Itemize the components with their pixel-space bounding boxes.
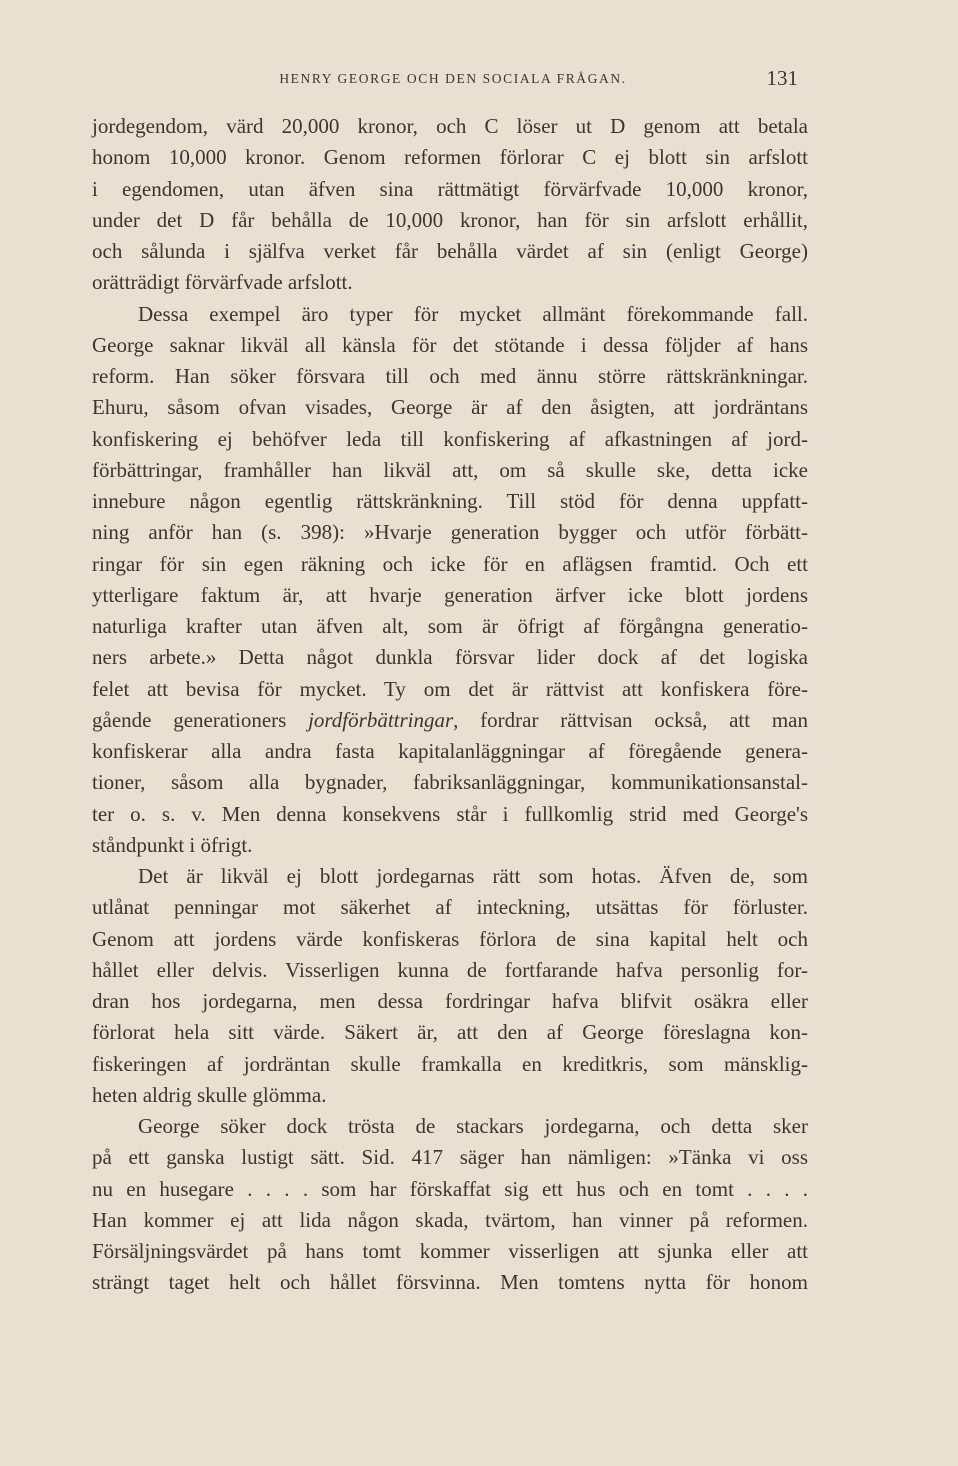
running-title: HENRY GEORGE OCH DEN SOCIALA FRÅGAN. [279,71,627,86]
text-line: ter o. s. v. Men denna konsekvens står i fullkomlig strid med George's [92,801,808,826]
text-line: innebure någon egentlig rättskränkning. Till stöd för denna uppfatt- [92,489,808,513]
text-line: nu en husegare . . . . som har förskaffat sig ett hus och en tomt . . . . [92,1176,808,1201]
text-line: hållet eller delvis. Visserligen kunna de fortfarande hafva personlig for- [92,957,808,982]
text-line: ners arbete.» Detta något dunkla försvar lider dock af det logiska [92,645,808,670]
text-line: strängt taget helt och hållet försvinna. Men tomtens nytta för honom [92,1270,808,1295]
text-line: i egendomen, utan äfven sina rättmätigt förvärfvade 10,000 kronor, [92,176,808,201]
text-line: Han kommer ej att lida någon skada, tvärtom, han vinner på reformen. [92,1207,808,1232]
text-line: fiskeringen af jordräntan skulle framkalla en kreditkris, som mänsklig- [92,1051,808,1076]
text-line: ytterligare faktum är, att hvarje generation ärfver icke blott jordens [92,582,808,607]
text-line: ringar för sin egen räkning och icke för en aflägsen framtid. Och ett [92,551,808,576]
text-line: på ett ganska lustigt sätt. Sid. 417 säger han nämligen: »Tänka vi oss [92,1145,808,1170]
text-line: ståndpunkt i öfrigt. [92,832,253,857]
text-line: heten aldrig skulle glömma. [92,1082,327,1107]
text-line: förbättringar, framhåller han likväl att, om så skulle ske, detta icke [92,457,808,482]
text-line: under det D får behålla de 10,000 kronor, han för sin arfslott erhållit, [92,207,808,232]
text-line: Ehuru, såsom ofvan visades, George är af den åsigten, att jordräntans [92,395,808,420]
text-line: utlånat penningar mot säkerhet af inteckning, utsättas för förluster. [92,895,808,920]
paragraph-start-line: Det är likväl ej blott jordegarnas rätt som hotas. Äfven de, som [138,864,808,888]
text-line: tioner, såsom alla bygnader, fabriksanläggningar, kommunikationsanstal- [92,770,808,795]
text-line: konfiskerar alla andra fasta kapitalanläggningar af föregående genera- [92,739,808,763]
text-segment: , fordrar rättvisan också, att man [453,707,808,732]
page-body-text [92,111,808,1299]
text-line: reform. Han söker försvara till och med ännu större rättskränkningar. [92,364,808,388]
paragraph-start-line: Dessa exempel äro typer för mycket allmänt förekommande fall. [138,301,808,326]
text-segment: gående generationers [92,707,287,732]
text-line: Försäljningsvärdet på hans tomt kommer visserligen att sjunka eller att [92,1239,808,1263]
text-line [92,705,808,736]
text-line: George saknar likväl all känsla för det stötande i dessa följder af hans [92,332,808,357]
page-number: 131 [766,66,798,90]
text-line: och sålunda i själfva verket får behålla värdet af sin (enligt George) [92,239,808,263]
text-line: jordegendom, värd 20,000 kronor, och C löser ut D genom att betala [92,114,808,138]
text-line: orätträdigt förvärfvade arfslott. [92,270,353,295]
running-header [92,66,808,90]
italic-emphasis: jordförbättringar [308,707,454,732]
text-line: naturliga krafter utan äfven alt, som är öfrigt af förgångna generatio- [92,614,808,638]
text-line: honom 10,000 kronor. Genom reformen förlorar C ej blott sin arfslott [92,145,808,170]
text-line: felet att bevisa för mycket. Ty om det är rättvist att konfiskera före- [92,676,808,701]
text-line: förlorat hela sitt värde. Säkert är, att den af George föreslagna kon- [92,1020,808,1045]
text-line: ning anför han (s. 398): »Hvarje generation bygger och utför förbätt- [92,520,808,545]
text-line: dran hos jordegarna, men dessa fordringar hafva blifvit osäkra eller [92,989,808,1013]
text-line: Genom att jordens värde konfiskeras förlora de sina kapital helt och [92,926,808,951]
text-line: konfiskering ej behöfver leda till konfiskering af afkastningen af jord- [92,426,808,451]
paragraph-start-line: George söker dock trösta de stackars jordegarna, och detta sker [138,1114,808,1138]
